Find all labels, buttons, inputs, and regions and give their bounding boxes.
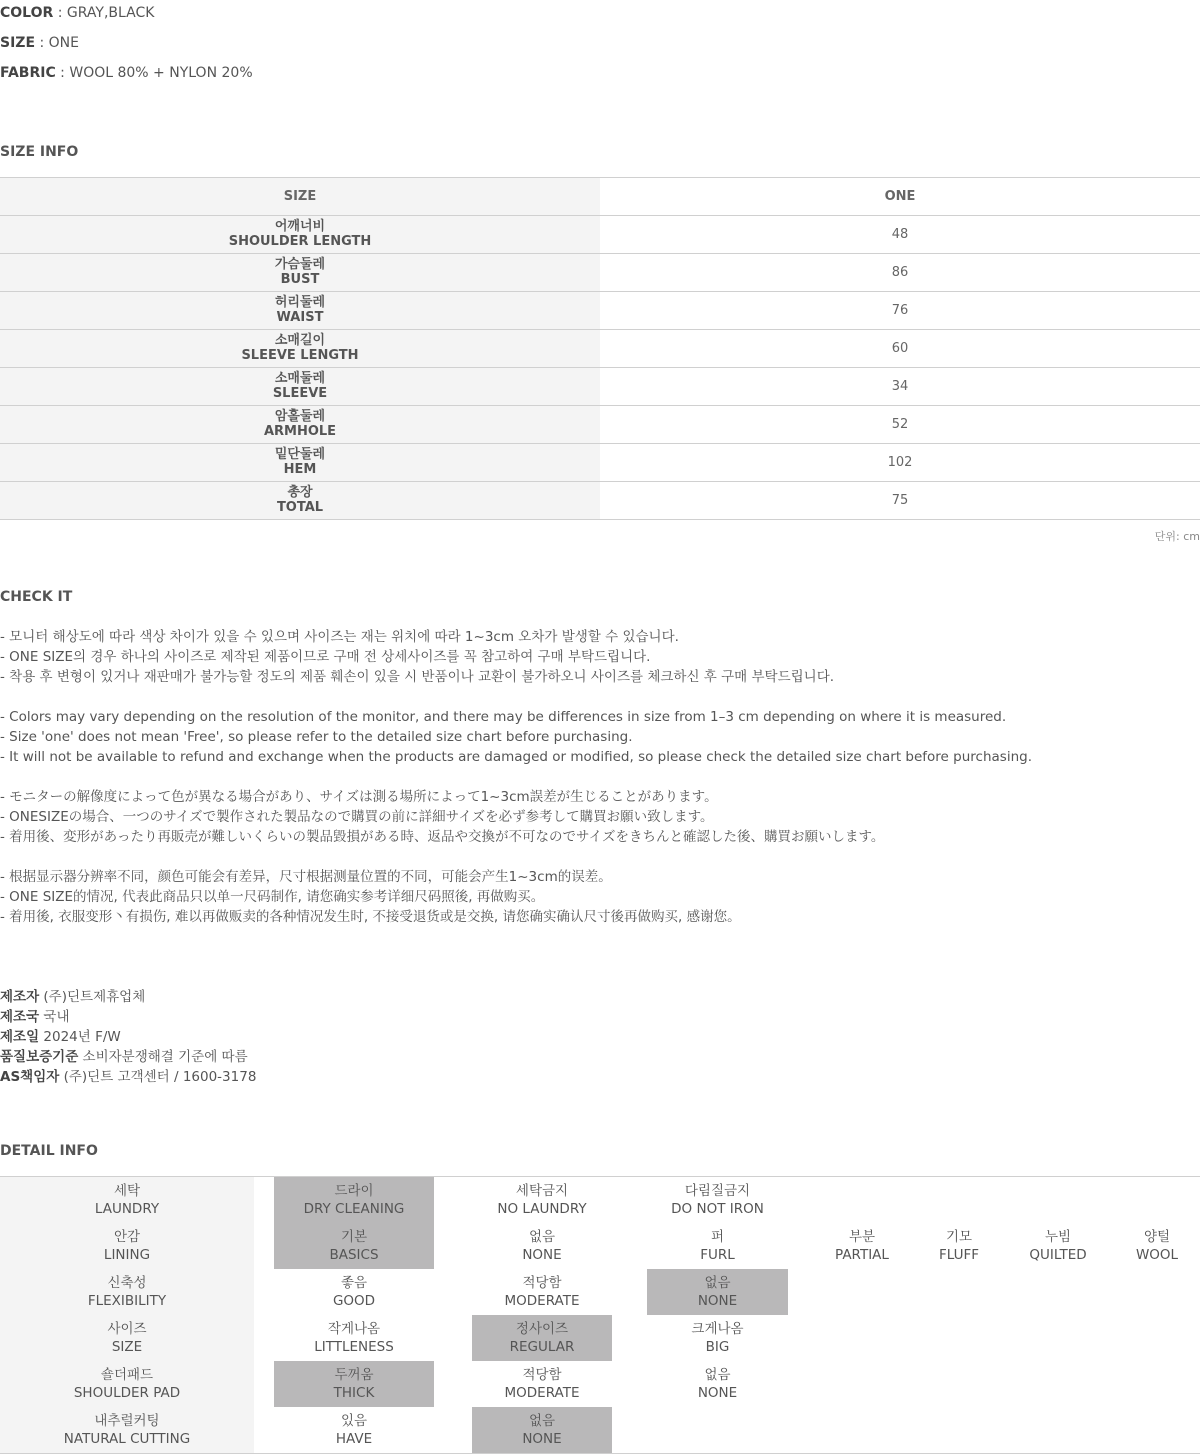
option-en: LITTLENESS <box>314 1339 394 1355</box>
option-en: GOOD <box>332 1293 376 1309</box>
maker-line <box>0 1067 256 1087</box>
check-japanese <box>0 787 884 847</box>
option-en: BASICS <box>329 1247 379 1263</box>
size-label-ko: 어깨너비 <box>274 219 326 234</box>
maker-label: 제조일 <box>0 1029 40 1045</box>
detail-label-en: SIZE <box>111 1339 143 1355</box>
size-table <box>0 177 1200 520</box>
maker-value: (주)딘트 고객센터 / 1600-3178 <box>59 1069 257 1085</box>
size-header-label: SIZE <box>0 178 600 216</box>
option-ko: 크게나옴 <box>691 1321 744 1337</box>
check-line: - 착용 후 변형이 있거나 재판매가 불가능할 정도의 제품 훼손이 있을 시 반품이나 교환이 불가하오니 사이즈를 체크하신 후 구매 부탁드립니다. <box>0 669 835 685</box>
option-en: BIG <box>705 1339 730 1355</box>
size-header-value: ONE <box>600 178 1200 216</box>
option-en: PARTIAL <box>835 1247 889 1263</box>
option-ko: 정사이즈 <box>515 1321 569 1337</box>
detail-label-ko: 내추럴커팅 <box>94 1413 160 1429</box>
option-ko: 누빔 <box>1044 1229 1072 1245</box>
size-label-ko: 암홀둘레 <box>274 409 326 424</box>
check-line: - Colors may vary depending on the resolution of the monitor, and there may be differences in size from 1–3 cm depending on where it is measured. <box>0 709 1007 725</box>
detail-option <box>472 1315 612 1361</box>
detail-label-ko: 사이즈 <box>107 1321 147 1337</box>
detail-option <box>812 1223 912 1269</box>
spec-value: : GRAY,BLACK <box>53 5 155 21</box>
maker-line <box>0 1047 256 1067</box>
option-en: WOOL <box>1135 1247 1179 1263</box>
maker-line <box>0 987 256 1007</box>
option-en: FLUFF <box>938 1247 980 1263</box>
detail-option <box>472 1407 612 1453</box>
detail-row-label <box>0 1407 254 1453</box>
size-unit-note: 단위: cm <box>1154 530 1200 543</box>
maker-info <box>0 987 256 1087</box>
detail-row-label <box>0 1269 254 1315</box>
detail-option <box>274 1361 434 1407</box>
detail-row-label <box>0 1177 254 1223</box>
check-line: - Size 'one' does not mean 'Free', so please refer to the detailed size chart before purchasing. <box>0 729 633 745</box>
detail-option <box>647 1177 788 1223</box>
option-ko: 작게나옴 <box>327 1321 381 1337</box>
size-label-ko: 밑단둘레 <box>274 447 326 462</box>
maker-value: (주)딘트제휴업체 <box>39 989 146 1005</box>
detail-option <box>1010 1223 1106 1269</box>
detail-option <box>647 1315 788 1361</box>
detail-option <box>914 1223 1004 1269</box>
detail-option <box>274 1269 434 1315</box>
detail-label-en: LAUNDRY <box>94 1201 160 1217</box>
size-row-label <box>0 216 600 254</box>
size-row-label <box>0 482 600 520</box>
option-ko: 퍼 <box>710 1229 725 1245</box>
option-ko: 양털 <box>1143 1229 1171 1245</box>
detail-label-en: FLEXIBILITY <box>87 1293 167 1309</box>
check-line: - ONESIZEの場合、一つのサイズで製作された製品なので購買の前に詳細サイズを必ず参考して購買お願い致します。 <box>0 809 714 825</box>
option-en: FURL <box>700 1247 735 1263</box>
table-row <box>0 254 1200 292</box>
size-row-value: 102 <box>600 444 1200 482</box>
table-row <box>0 406 1200 444</box>
size-label-en: ARMHOLE <box>263 424 337 439</box>
table-row <box>0 368 1200 406</box>
spec-label: FABRIC <box>0 65 56 81</box>
size-row-value: 48 <box>600 216 1200 254</box>
spec-label: COLOR <box>0 5 54 21</box>
option-ko: 없음 <box>528 1413 556 1429</box>
option-ko: 부분 <box>848 1229 876 1245</box>
size-row-label <box>0 368 600 406</box>
check-line: - モニターの解像度によって色が異なる場合があり、サイズは測る場所によって1~3cm誤差が生じることがあります。 <box>0 789 718 805</box>
maker-line <box>0 1027 256 1047</box>
option-en: MODERATE <box>504 1293 580 1309</box>
size-row-label <box>0 406 600 444</box>
maker-line <box>0 1007 256 1027</box>
detail-option <box>647 1361 788 1407</box>
check-line: - ONE SIZE의 경우 하나의 사이즈로 제작된 제품이므로 구매 전 상세사이즈를 꼭 참고하여 구매 부탁드립니다. <box>0 649 651 665</box>
check-line: - 모니터 해상도에 따라 색상 차이가 있을 수 있으며 사이즈는 재는 위치에 따라 1~3cm 오차가 발생할 수 있습니다. <box>0 629 679 645</box>
check-line: - ONE SIZE的情况, 代表此商品只以单一尺码制作, 请您确实参考详细尺码照後, 再做购买。 <box>0 889 545 905</box>
option-en: MODERATE <box>504 1385 580 1401</box>
detail-grid <box>0 1176 1200 1454</box>
size-row-value: 34 <box>600 368 1200 406</box>
detail-option <box>647 1223 788 1269</box>
detail-label-ko: 안감 <box>113 1229 141 1245</box>
size-label-ko: 총장 <box>287 485 313 500</box>
option-en: REGULAR <box>509 1339 575 1355</box>
size-row-label <box>0 292 600 330</box>
option-ko: 적당함 <box>522 1275 562 1291</box>
size-row-value: 75 <box>600 482 1200 520</box>
detail-label-ko: 세탁 <box>113 1183 141 1199</box>
detail-option <box>274 1223 434 1269</box>
size-row-value: 52 <box>600 406 1200 444</box>
check-line: - 根据显示器分辨率不同，颜色可能会有差异，尺寸根据测量位置的不同，可能会产生1~3cm的误差。 <box>0 869 612 885</box>
option-ko: 드라이 <box>334 1183 374 1199</box>
detail-option <box>472 1269 612 1315</box>
maker-value: 소비자분쟁해결 기준에 따름 <box>78 1049 248 1065</box>
option-ko: 기모 <box>945 1229 973 1245</box>
option-ko: 없음 <box>704 1275 731 1291</box>
check-english <box>0 707 1032 767</box>
detail-option <box>1114 1223 1200 1269</box>
check-it-title: CHECK IT <box>0 589 73 605</box>
option-en: NO LAUNDRY <box>497 1201 587 1217</box>
detail-option <box>472 1177 612 1223</box>
option-en: DRY CLEANING <box>303 1201 405 1217</box>
check-korean <box>0 627 834 687</box>
size-row-label <box>0 330 600 368</box>
size-label-en: HEM <box>283 462 317 477</box>
size-row-label <box>0 254 600 292</box>
size-row-value: 76 <box>600 292 1200 330</box>
detail-label-ko: 숄더패드 <box>100 1367 154 1383</box>
size-label-en: SHOULDER LENGTH <box>228 234 372 249</box>
size-label-ko: 소매둘레 <box>274 371 326 386</box>
option-ko: 없음 <box>704 1367 731 1383</box>
detail-option <box>647 1269 788 1315</box>
detail-option <box>472 1223 612 1269</box>
spec-value: : WOOL 80% + NYLON 20% <box>55 65 253 81</box>
option-en: NONE <box>697 1293 738 1309</box>
size-row-label <box>0 444 600 482</box>
check-line: - 着用後, 衣服变形丶有损伤, 难以再做贩卖的各种情况发生时, 不接受退货或是交换, 请您确实确认尺寸後再做购买, 感谢您。 <box>0 909 741 925</box>
option-en: HAVE <box>335 1431 373 1447</box>
size-label-ko: 가슴둘레 <box>274 257 326 272</box>
detail-label-ko: 신축성 <box>107 1275 147 1291</box>
table-row <box>0 482 1200 520</box>
detail-option <box>472 1361 612 1407</box>
option-ko: 세탁금지 <box>515 1183 569 1199</box>
maker-value: 국내 <box>39 1009 70 1025</box>
check-line: - It will not be available to refund and exchange when the products are damaged or modified, so please check the detailed size chart before purchasing. <box>0 749 1032 765</box>
size-row-value: 86 <box>600 254 1200 292</box>
size-label-ko: 허리둘레 <box>274 295 326 310</box>
maker-value: 2024년 F/W <box>39 1029 121 1045</box>
check-line: - 着用後、変形があったり再販売が難しいくらいの製品毀損がある時、返品や交換が不可なのでサイズをきちんと確認した後、購買お願いします。 <box>0 829 885 845</box>
spec-fabric <box>0 64 253 82</box>
option-ko: 두꺼움 <box>334 1367 374 1383</box>
table-row <box>0 292 1200 330</box>
option-ko: 다림질금지 <box>684 1183 751 1199</box>
maker-label: 제조국 <box>0 1009 40 1025</box>
option-ko: 기본 <box>340 1229 368 1245</box>
option-ko: 있음 <box>340 1413 368 1429</box>
detail-row-label <box>0 1223 254 1269</box>
detail-label-en: LINING <box>103 1247 151 1263</box>
detail-option <box>274 1315 434 1361</box>
option-ko: 적당함 <box>522 1367 562 1383</box>
maker-label: 제조자 <box>0 989 40 1005</box>
detail-label-en: NATURAL CUTTING <box>63 1431 191 1447</box>
size-label-en: WAIST <box>276 310 324 325</box>
spec-label: SIZE <box>0 35 36 51</box>
size-info-title: SIZE INFO <box>0 144 79 160</box>
maker-label: AS책임자 <box>0 1069 60 1085</box>
size-table-header <box>0 178 1200 216</box>
detail-row-label <box>0 1361 254 1407</box>
spec-size <box>0 34 79 52</box>
size-label-en: TOTAL <box>276 500 324 515</box>
size-label-en: SLEEVE <box>272 386 328 401</box>
table-row <box>0 330 1200 368</box>
option-en: NONE <box>522 1247 562 1263</box>
option-en: NONE <box>697 1385 738 1401</box>
maker-label: 품질보증기준 <box>0 1049 79 1065</box>
size-label-en: SLEEVE LENGTH <box>241 348 359 363</box>
detail-row-label <box>0 1315 254 1361</box>
size-row-value: 60 <box>600 330 1200 368</box>
spec-color <box>0 4 154 22</box>
detail-option <box>274 1407 434 1453</box>
spec-value: : ONE <box>35 35 79 51</box>
option-en: NONE <box>522 1431 562 1447</box>
option-ko: 좋음 <box>340 1275 368 1291</box>
detail-option <box>274 1177 434 1223</box>
table-row <box>0 216 1200 254</box>
detail-label-en: SHOULDER PAD <box>73 1385 181 1401</box>
check-chinese <box>0 867 741 927</box>
detail-info-title: DETAIL INFO <box>0 1143 98 1159</box>
option-en: THICK <box>333 1385 375 1401</box>
size-label-ko: 소매길이 <box>274 333 326 348</box>
option-ko: 없음 <box>528 1229 556 1245</box>
option-en: QUILTED <box>1029 1247 1087 1263</box>
size-label-en: BUST <box>280 272 320 287</box>
table-row <box>0 444 1200 482</box>
option-en: DO NOT IRON <box>671 1201 764 1217</box>
